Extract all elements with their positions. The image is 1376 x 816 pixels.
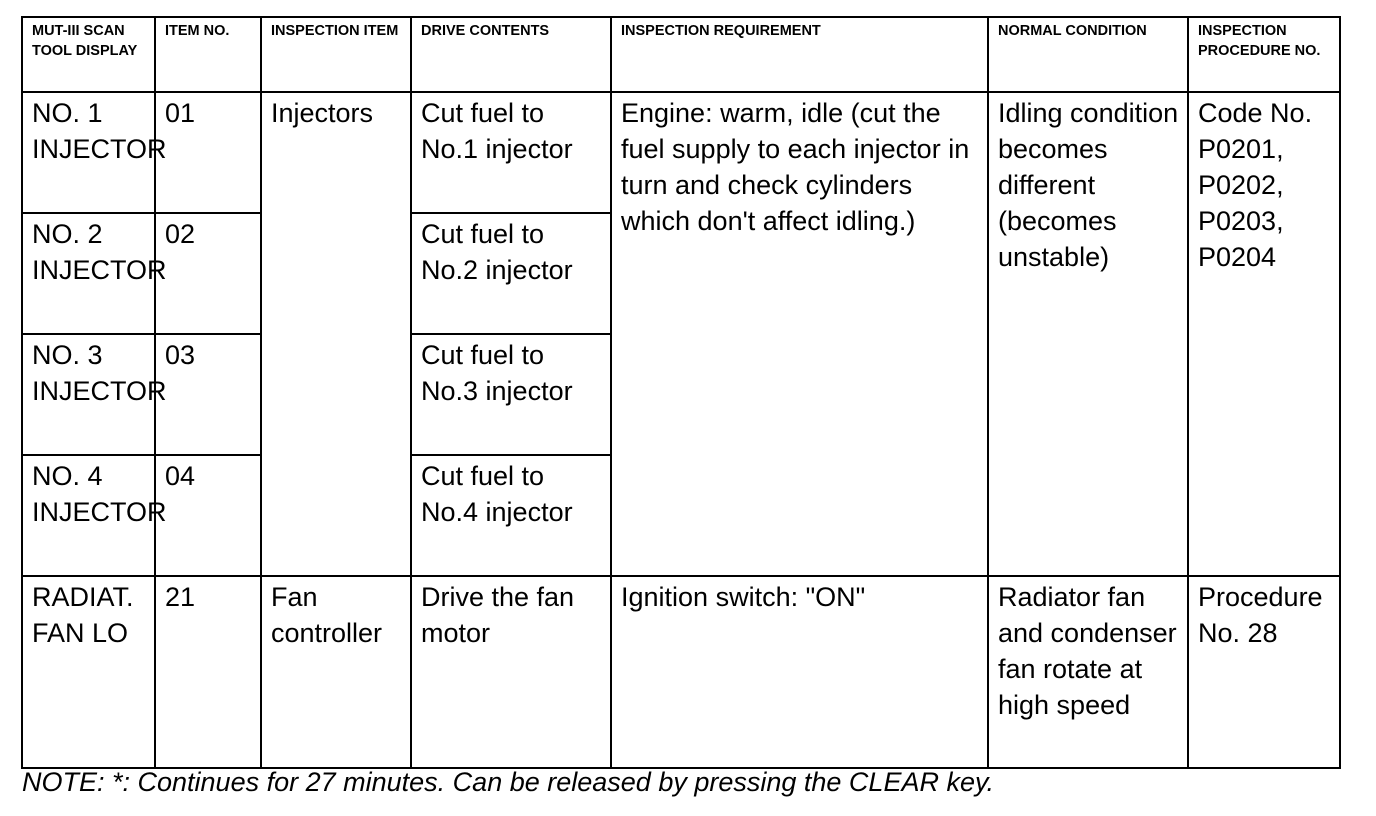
footnote: NOTE: *: Continues for 27 minutes. Can be released by pressing the CLEAR key. bbox=[22, 767, 994, 797]
procedure-no-cell: Procedure No. 28 bbox=[1188, 576, 1340, 768]
header-inspection-requirement: INSPECTION REQUIREMENT bbox=[611, 17, 988, 92]
procedure-no-cell: Code No. P0201, P0202, P0203, P0204 bbox=[1188, 92, 1340, 576]
drive-contents-cell: Cut fuel to No.3 injector bbox=[411, 334, 611, 455]
item-no-cell: 04 bbox=[155, 455, 261, 576]
drive-contents-cell: Cut fuel to No.4 injector bbox=[411, 455, 611, 576]
scan-tool-display-cell: NO. 2 INJECTOR bbox=[22, 213, 155, 334]
item-no-cell: 02 bbox=[155, 213, 261, 334]
inspection-item-cell: Injectors bbox=[261, 92, 411, 576]
table-row bbox=[22, 576, 1340, 768]
drive-contents-cell: Cut fuel to No.2 injector bbox=[411, 213, 611, 334]
drive-contents-cell: Drive the fan motor bbox=[411, 576, 611, 768]
normal-condition-cell: Idling condition becomes different (becomes unstable) bbox=[988, 92, 1188, 576]
header-inspection-item: INSPECTION ITEM bbox=[261, 17, 411, 92]
inspection-item-cell: Fan controller bbox=[261, 576, 411, 768]
header-normal-condition: NORMAL CONDITION bbox=[988, 17, 1188, 92]
inspection-requirement-cell: Ignition switch: "ON" bbox=[611, 576, 988, 768]
scan-tool-display-cell: RADIAT. FAN LO bbox=[22, 576, 155, 768]
drive-contents-cell: Cut fuel to No.1 injector bbox=[411, 92, 611, 213]
actuator-test-table bbox=[21, 16, 1341, 769]
normal-condition-cell: Radiator fan and condenser fan rotate at high speed bbox=[988, 576, 1188, 768]
item-no-cell: 01 bbox=[155, 92, 261, 213]
header-procedure-no: INSPECTION PROCEDURE NO. bbox=[1188, 17, 1340, 92]
scan-tool-display-cell: NO. 3 INJECTOR bbox=[22, 334, 155, 455]
header-drive-contents: DRIVE CONTENTS bbox=[411, 17, 611, 92]
scan-tool-display-cell: NO. 1 INJECTOR bbox=[22, 92, 155, 213]
header-scan-tool-display: MUT-III SCAN TOOL DISPLAY bbox=[22, 17, 155, 92]
table-row bbox=[22, 92, 1340, 213]
item-no-cell: 03 bbox=[155, 334, 261, 455]
header-item-no: ITEM NO. bbox=[155, 17, 261, 92]
item-no-cell: 21 bbox=[155, 576, 261, 768]
inspection-requirement-cell: Engine: warm, idle (cut the fuel supply to each injector in turn and check cylinders which don't affect idling.) bbox=[611, 92, 988, 576]
scan-tool-display-cell: NO. 4 INJECTOR bbox=[22, 455, 155, 576]
header-row bbox=[22, 17, 1340, 92]
